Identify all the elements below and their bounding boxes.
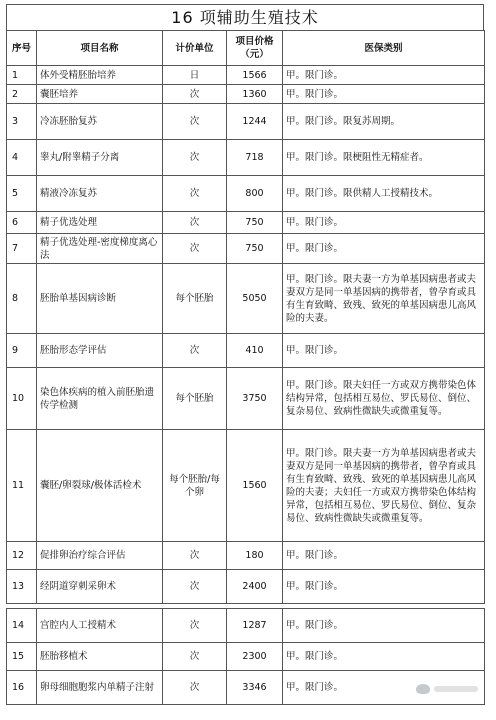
row-price: 180 — [227, 542, 283, 570]
table-row — [7, 85, 485, 104]
row-category: 甲。限门诊。限梗阻性无精症者。 — [283, 140, 485, 176]
header-price: 项目价格（元） — [227, 31, 283, 66]
row-unit: 次 — [163, 609, 227, 643]
row-unit: 次 — [163, 234, 227, 264]
row-category: 甲。限门诊。 — [283, 609, 485, 643]
row-name: 睾丸/附睾精子分离 — [37, 140, 163, 176]
table-row — [7, 542, 485, 570]
row-no: 10 — [7, 368, 37, 430]
row-name: 胚胎移植术 — [37, 643, 163, 671]
row-no: 4 — [7, 140, 37, 176]
table-row — [7, 140, 485, 176]
row-no: 3 — [7, 104, 37, 140]
header-category: 医保类别 — [283, 31, 485, 66]
row-no: 8 — [7, 264, 37, 334]
watermark — [416, 684, 478, 694]
row-unit: 每个胚胎 — [163, 368, 227, 430]
header-row — [7, 31, 485, 66]
row-price: 1360 — [227, 85, 283, 104]
row-unit: 次 — [163, 542, 227, 570]
row-name: 精液冷冻复苏 — [37, 176, 163, 212]
row-price: 750 — [227, 234, 283, 264]
header-no: 序号 — [7, 31, 37, 66]
row-name: 胚胎形态学评估 — [37, 334, 163, 368]
table-row — [7, 609, 485, 643]
watermark-blur — [434, 686, 478, 692]
row-name: 经阴道穿刺采卵术 — [37, 570, 163, 604]
table-row — [7, 66, 485, 85]
row-no: 1 — [7, 66, 37, 85]
row-name: 卵母细胞胞浆内单精子注射 — [37, 671, 163, 705]
table-row — [7, 212, 485, 234]
row-category: 甲。限门诊。 — [283, 234, 485, 264]
row-no: 11 — [7, 430, 37, 542]
row-unit: 每个胚胎/每个卵 — [163, 430, 227, 542]
row-category: 甲。限门诊。 — [283, 671, 485, 705]
row-unit: 次 — [163, 85, 227, 104]
row-unit: 次 — [163, 671, 227, 705]
row-unit: 每个胚胎 — [163, 264, 227, 334]
row-category: 甲。限门诊。限夫妻一方为单基因病患者或夫妻双方是同一单基因病的携带者，曾孕育或具有生育致畸、致残、致死的单基因病患儿高风险的夫妻；夫妇任一方或双方携带染色体结构异常，包括相互易位、罗氏易位、倒位、复杂易位、致病性微缺失或微重复等。 — [283, 430, 485, 542]
table-row — [7, 570, 485, 604]
table-row — [7, 234, 485, 264]
row-name: 胚胎单基因病诊断 — [37, 264, 163, 334]
row-price: 718 — [227, 140, 283, 176]
table-row — [7, 368, 485, 430]
row-no: 7 — [7, 234, 37, 264]
row-price: 2400 — [227, 570, 283, 604]
row-no: 15 — [7, 643, 37, 671]
row-category: 甲。限门诊。限供精人工授精技术。 — [283, 176, 485, 212]
row-name: 促排卵治疗综合评估 — [37, 542, 163, 570]
header-unit: 计价单位 — [163, 31, 227, 66]
row-category: 甲。限门诊。限夫妇任一方或双方携带染色体结构异常，包括相互易位、罗氏易位、倒位、复杂易位、致病性微缺失或微重复等。 — [283, 368, 485, 430]
row-category: 甲。限门诊。限复苏周期。 — [283, 104, 485, 140]
row-category: 甲。限门诊。 — [283, 542, 485, 570]
row-price: 3750 — [227, 368, 283, 430]
row-category: 甲。限门诊。 — [283, 212, 485, 234]
row-price: 1244 — [227, 104, 283, 140]
row-price: 410 — [227, 334, 283, 368]
row-no: 12 — [7, 542, 37, 570]
row-category: 甲。限门诊。 — [283, 643, 485, 671]
table-row — [7, 104, 485, 140]
row-unit: 日 — [163, 66, 227, 85]
row-no: 5 — [7, 176, 37, 212]
row-unit: 次 — [163, 643, 227, 671]
row-name: 囊胚培养 — [37, 85, 163, 104]
row-category: 甲。限门诊。限夫妻一方为单基因病患者或夫妻双方是同一单基因病的携带者，曾孕育或具有生育致畸、致残、致死的单基因病患儿高风险的夫妻。 — [283, 264, 485, 334]
row-no: 9 — [7, 334, 37, 368]
row-no: 13 — [7, 570, 37, 604]
row-unit: 次 — [163, 140, 227, 176]
row-name: 精子优选处理 — [37, 212, 163, 234]
row-name: 宫腔内人工授精术 — [37, 609, 163, 643]
row-name: 囊胚/卵裂球/极体活检术 — [37, 430, 163, 542]
header-name: 项目名称 — [37, 31, 163, 66]
price-table — [6, 30, 485, 705]
page-title: 16 项辅助生殖技术 — [6, 4, 484, 30]
row-price: 800 — [227, 176, 283, 212]
table-row — [7, 334, 485, 368]
row-unit: 次 — [163, 212, 227, 234]
row-unit: 次 — [163, 570, 227, 604]
row-name: 冷冻胚胎复苏 — [37, 104, 163, 140]
table-row — [7, 264, 485, 334]
row-category: 甲。限门诊。 — [283, 85, 485, 104]
row-category: 甲。限门诊。 — [283, 334, 485, 368]
row-price: 1566 — [227, 66, 283, 85]
table-row — [7, 430, 485, 542]
wechat-logo-icon — [416, 684, 430, 694]
row-no: 16 — [7, 671, 37, 705]
table-row — [7, 643, 485, 671]
row-name: 染色体疾病的植入前胚胎遗传学检测 — [37, 368, 163, 430]
row-category: 甲。限门诊。 — [283, 66, 485, 85]
table-row — [7, 176, 485, 212]
row-price: 2300 — [227, 643, 283, 671]
row-unit: 次 — [163, 334, 227, 368]
row-price: 5050 — [227, 264, 283, 334]
row-unit: 次 — [163, 176, 227, 212]
row-no: 6 — [7, 212, 37, 234]
row-price: 1560 — [227, 430, 283, 542]
row-price: 750 — [227, 212, 283, 234]
row-price: 3346 — [227, 671, 283, 705]
row-unit: 次 — [163, 104, 227, 140]
row-category: 甲。限门诊。 — [283, 570, 485, 604]
row-no: 2 — [7, 85, 37, 104]
document-page — [6, 4, 484, 716]
table-row — [7, 671, 485, 705]
row-no: 14 — [7, 609, 37, 643]
row-price: 1287 — [227, 609, 283, 643]
row-name: 体外受精胚胎培养 — [37, 66, 163, 85]
row-name: 精子优选处理-密度梯度离心法 — [37, 234, 163, 264]
